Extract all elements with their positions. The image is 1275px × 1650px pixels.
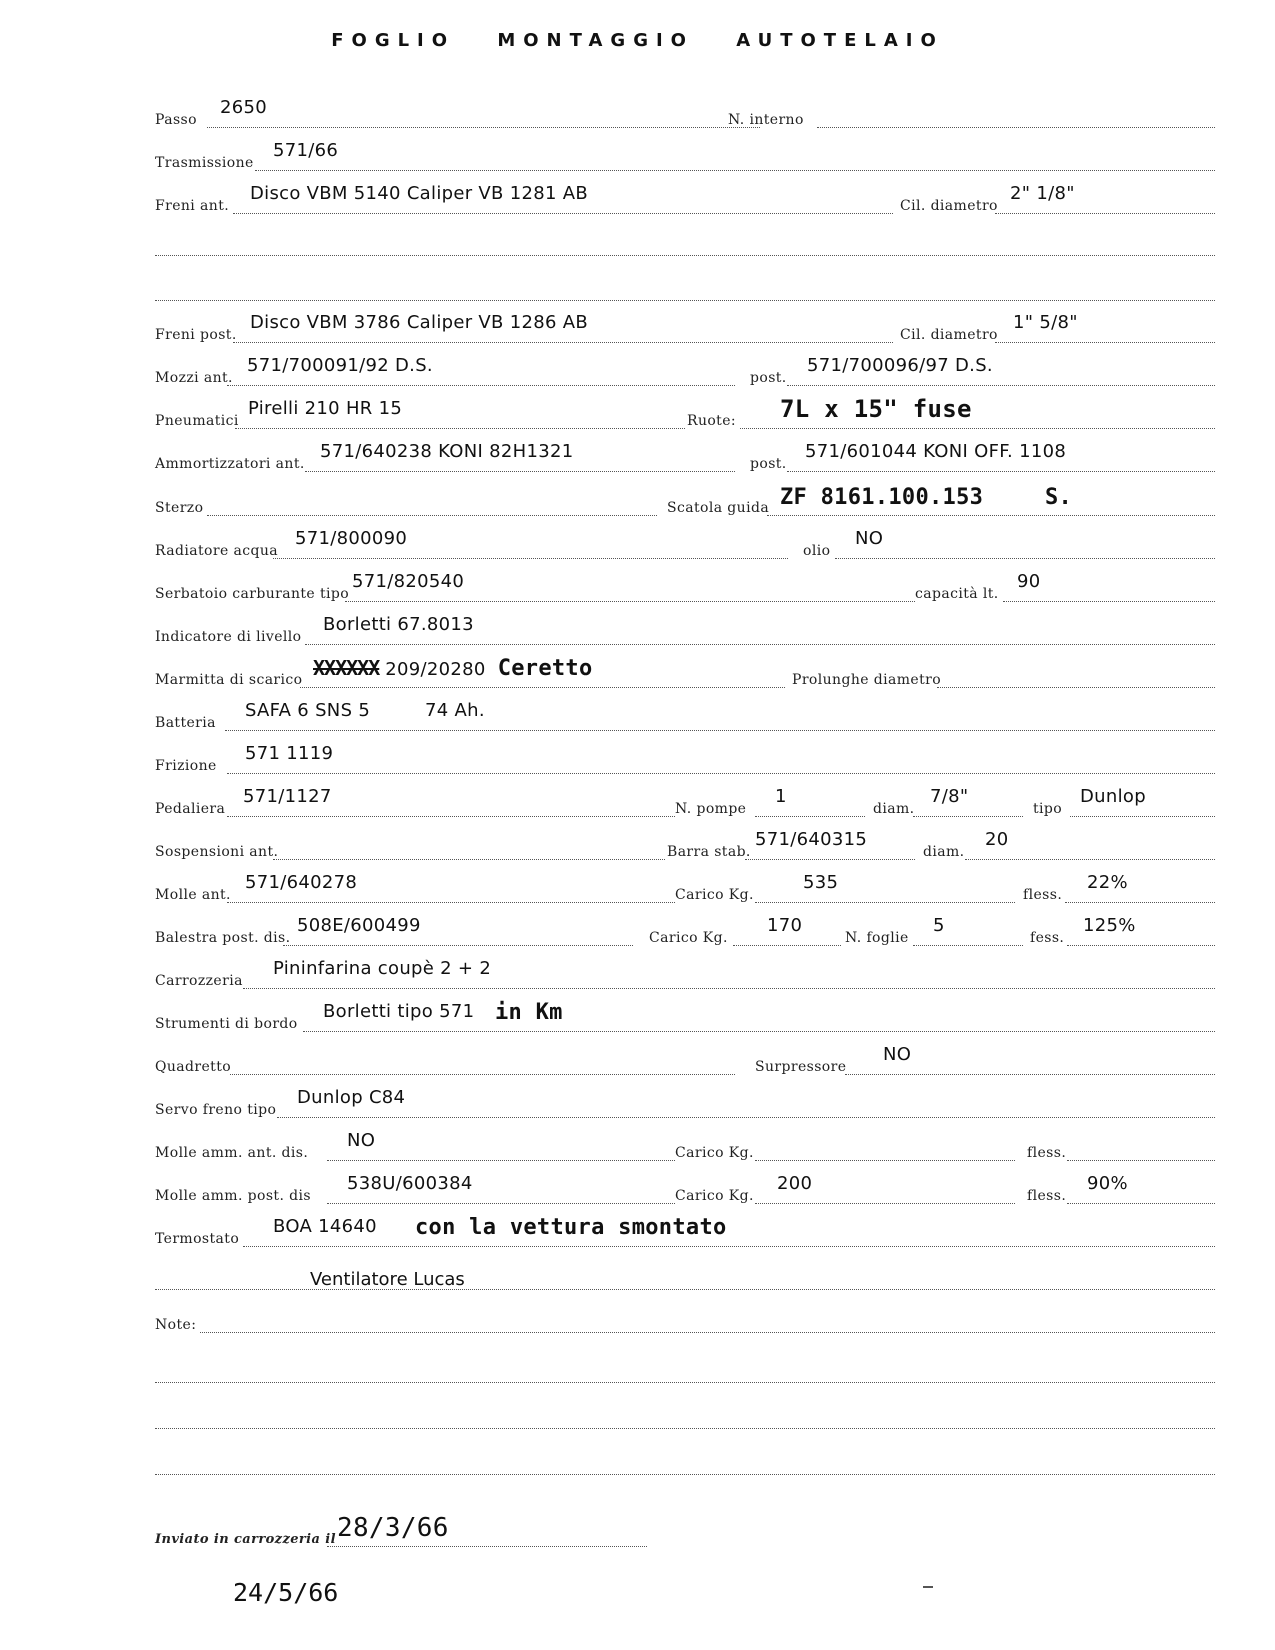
passo-field[interactable] (207, 107, 760, 128)
row-sospensioni (155, 822, 1215, 862)
balestra-label: Balestra post. dis. (155, 930, 291, 946)
molle-amm-post-label: Molle amm. post. dis (155, 1188, 311, 1204)
note-line[interactable] (155, 1474, 1215, 1475)
pneumatici-label: Pneumatici (155, 413, 239, 429)
ammortizzatori-ant-value: 571/640238 KONI 82H1321 (320, 441, 574, 462)
strumenti-label: Strumenti di bordo (155, 1016, 298, 1032)
molle-carico-label: Carico Kg. (675, 887, 754, 903)
ventilatore-value: Ventilatore Lucas (310, 1269, 465, 1290)
marmitta-struck-text: XXXXXX (313, 656, 380, 680)
pedaliera-value: 571/1127 (243, 786, 332, 807)
molle-amm-post-fless-label: fless. (1027, 1188, 1067, 1204)
marmitta-label: Marmitta di scarico (155, 672, 303, 688)
molle-fless-value: 22% (1087, 872, 1128, 893)
pompe-tipo-value: Dunlop (1080, 786, 1146, 807)
trasmissione-label: Trasmissione (155, 155, 254, 171)
frizione-label: Frizione (155, 758, 217, 774)
radiatore-acqua-label: Radiatore acqua (155, 543, 278, 559)
molle-ant-label: Molle ant. (155, 887, 231, 903)
pompe-diam-label: diam. (873, 801, 915, 817)
n-pompe-value: 1 (775, 786, 787, 807)
row-pedaliera (155, 779, 1215, 819)
row-molle-amm-ant (155, 1123, 1215, 1163)
note-line[interactable] (155, 1382, 1215, 1383)
trasmissione-value: 571/66 (273, 140, 339, 161)
carrozzeria-label: Carrozzeria (155, 973, 243, 989)
row-pneumatici (155, 391, 1215, 431)
radiatore-olio-value: NO (855, 528, 884, 549)
marmitta-value (313, 656, 593, 681)
ammortizzatori-ant-label: Ammortizzatori ant. (155, 456, 305, 472)
row-passo (155, 90, 1215, 130)
row-strumenti (155, 994, 1215, 1034)
strumenti-units: in Km (495, 1000, 563, 1025)
row-frizione (155, 736, 1215, 776)
balestra-fess-label: fess. (1030, 930, 1065, 946)
quadretto-field[interactable] (230, 1054, 735, 1075)
balestra-carico-value: 170 (767, 915, 803, 936)
molle-amm-post-value: 538U/600384 (347, 1173, 473, 1194)
sospensioni-ant-label: Sospensioni ant. (155, 844, 279, 860)
n-pompe-label: N. pompe (675, 801, 747, 817)
ammortizzatori-post-label: post. (750, 456, 787, 472)
note-label: Note: (155, 1317, 197, 1333)
quadretto-label: Quadretto (155, 1059, 232, 1075)
batteria-capacity: 74 Ah. (425, 700, 485, 721)
row-sterzo (155, 478, 1215, 518)
pompe-diam-value: 7/8" (930, 786, 969, 807)
barra-stab-value: 571/640315 (755, 829, 868, 850)
page-title: FOGLIO MONTAGGIO AUTOTELAIO (331, 30, 944, 51)
sterzo-field[interactable] (207, 495, 657, 516)
batteria-field[interactable] (225, 710, 1215, 731)
indicatore-value: Borletti 67.8013 (323, 614, 474, 635)
trasmissione-field[interactable] (255, 150, 1215, 171)
prolunghe-field[interactable] (937, 667, 1215, 688)
n-foglie-field[interactable] (913, 925, 1023, 946)
barra-diam-value: 20 (985, 829, 1009, 850)
row-freni-post (155, 305, 1215, 345)
termostato-label: Termostato (155, 1231, 240, 1247)
prolunghe-label: Prolunghe diametro (792, 672, 942, 688)
passo-label: Passo (155, 112, 197, 128)
molle-amm-ant-carico-label: Carico Kg. (675, 1145, 754, 1161)
row-marmitta (155, 650, 1215, 690)
frizione-value: 571 1119 (245, 743, 334, 764)
mozzi-ant-value: 571/700091/92 D.S. (247, 355, 433, 376)
barra-diam-label: diam. (923, 844, 965, 860)
balestra-fess-value: 125% (1083, 915, 1136, 936)
row-ammortizzatori (155, 434, 1215, 474)
servo-freno-value: Dunlop C84 (297, 1087, 406, 1108)
sospensioni-ant-field[interactable] (273, 839, 665, 860)
inviato-label: Inviato in carrozzeria il (155, 1532, 336, 1547)
balestra-carico-label: Carico Kg. (649, 930, 728, 946)
scatola-guida-suffix: S. (1045, 485, 1073, 510)
termostato-field[interactable] (243, 1226, 1215, 1247)
serbatoio-value: 571/820540 (352, 571, 465, 592)
molle-amm-ant-field[interactable] (327, 1140, 675, 1161)
n-interno-label: N. interno (728, 112, 804, 128)
note-line[interactable] (155, 1428, 1215, 1429)
servo-freno-label: Servo freno tipo (155, 1102, 277, 1118)
batteria-label: Batteria (155, 715, 216, 731)
strumenti-value: Borletti tipo 571 (323, 1001, 475, 1022)
ammortizzatori-post-value: 571/601044 KONI OFF. 1108 (805, 441, 1067, 462)
blank-line[interactable] (155, 255, 1215, 256)
termostato-value: BOA 14640 (273, 1216, 377, 1237)
radiatore-olio-label: olio (803, 543, 831, 559)
mozzi-post-value: 571/700096/97 D.S. (807, 355, 993, 376)
freni-post-label: Freni post. (155, 327, 237, 343)
barra-stab-label: Barra stab. (667, 844, 751, 860)
freni-post-value: Disco VBM 3786 Caliper VB 1286 AB (250, 312, 589, 333)
radiatore-acqua-value: 571/800090 (295, 528, 408, 549)
batteria-value: SAFA 6 SNS 5 (245, 700, 371, 721)
marmitta-code: 209/20280 (385, 659, 486, 680)
row-molle-ant (155, 865, 1215, 905)
row-mozzi (155, 348, 1215, 388)
capacita-label: capacità lt. (915, 586, 999, 602)
cil-diametro-post-value: 1" 5/8" (1013, 312, 1078, 333)
molle-carico-value: 535 (803, 872, 839, 893)
surpressore-value: NO (883, 1044, 912, 1065)
scatola-guida-label: Scatola guida (667, 500, 770, 516)
row-balestra (155, 908, 1215, 948)
pedaliera-label: Pedaliera (155, 801, 226, 817)
molle-amm-post-carico-label: Carico Kg. (675, 1188, 754, 1204)
n-interno-field[interactable] (817, 107, 1215, 128)
carrozzeria-value: Pininfarina coupè 2 + 2 (273, 958, 492, 979)
mozzi-ant-label: Mozzi ant. (155, 370, 233, 386)
indicatore-label: Indicatore di livello (155, 629, 302, 645)
molle-amm-ant-value: NO (347, 1130, 376, 1151)
molle-fless-label: fless. (1023, 887, 1063, 903)
cil-diametro-post-label: Cil. diametro (900, 327, 998, 343)
termostato-note: con la vettura smontato (415, 1215, 727, 1240)
row-termostato (155, 1209, 1215, 1249)
scatola-guida-value: ZF 8161.100.153 (780, 485, 984, 510)
n-foglie-label: N. foglie (845, 930, 909, 946)
passo-value: 2650 (220, 97, 268, 118)
capacita-value: 90 (1017, 571, 1041, 592)
n-foglie-value: 5 (933, 915, 945, 936)
row-note (155, 1295, 1215, 1335)
handwritten-date: 24/5/66 (233, 1578, 339, 1607)
molle-amm-ant-carico-field[interactable] (755, 1140, 1015, 1161)
row-ventilatore (155, 1252, 1215, 1292)
inviato-value: 28/3/66 (337, 1513, 449, 1543)
freni-ant-value: Disco VBM 5140 Caliper VB 1281 AB (250, 183, 589, 204)
molle-amm-ant-fless-field[interactable] (1067, 1140, 1215, 1161)
row-carrozzeria (155, 951, 1215, 991)
pompe-tipo-label: tipo (1033, 801, 1063, 817)
row-trasmissione (155, 133, 1215, 173)
marmitta-maker: Ceretto (497, 656, 593, 681)
row-quadretto (155, 1037, 1215, 1077)
molle-amm-ant-label: Molle amm. ant. dis. (155, 1145, 309, 1161)
ruote-value: 7L x 15" fuse (780, 395, 972, 423)
molle-carico-field[interactable] (755, 882, 1015, 903)
sterzo-label: Sterzo (155, 500, 204, 516)
cil-diametro-ant-label: Cil. diametro (900, 198, 998, 214)
scan-mark (923, 1586, 933, 1588)
surpressore-label: Surpressore (755, 1059, 847, 1075)
molle-amm-post-fless-value: 90% (1087, 1173, 1128, 1194)
balestra-value: 508E/600499 (297, 915, 421, 936)
molle-amm-post-carico-value: 200 (777, 1173, 813, 1194)
row-molle-amm-post (155, 1166, 1215, 1206)
molle-amm-ant-fless-label: fless. (1027, 1145, 1067, 1161)
row-inviato (155, 1509, 755, 1549)
molle-ant-value: 571/640278 (245, 872, 358, 893)
note-field[interactable] (200, 1312, 1215, 1333)
row-batteria (155, 693, 1215, 733)
mozzi-post-label: post. (750, 370, 787, 386)
cil-diametro-ant-value: 2" 1/8" (1010, 183, 1075, 204)
serbatoio-label: Serbatoio carburante tipo (155, 586, 350, 602)
freni-ant-label: Freni ant. (155, 198, 230, 214)
blank-line[interactable] (155, 300, 1215, 301)
frizione-field[interactable] (227, 753, 1215, 774)
pneumatici-value: Pirelli 210 HR 15 (248, 398, 403, 419)
row-radiatore (155, 521, 1215, 561)
row-serbatoio (155, 564, 1215, 604)
servo-freno-field[interactable] (277, 1097, 1215, 1118)
radiatore-olio-field[interactable] (835, 538, 1215, 559)
row-indicatore (155, 607, 1215, 647)
row-servo-freno (155, 1080, 1215, 1120)
row-freni-ant (155, 176, 1215, 216)
ventilatore-field[interactable] (155, 1269, 1215, 1290)
ruote-label: Ruote: (687, 413, 737, 429)
n-pompe-field[interactable] (755, 796, 865, 817)
